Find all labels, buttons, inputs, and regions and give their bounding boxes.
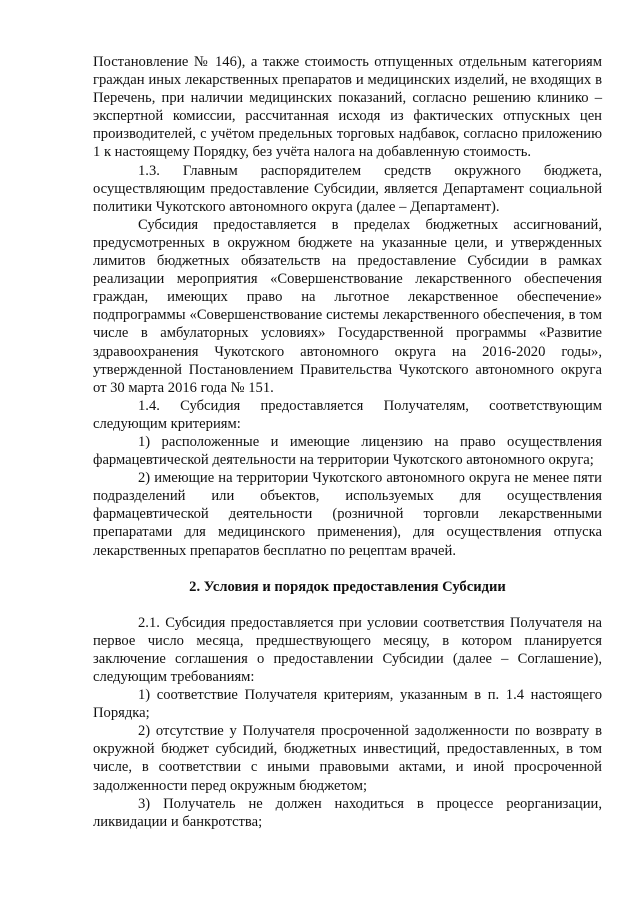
paragraph-continuation: Постановление № 146), а также стоимость отпущенных отдельным категориям граждан иных лекарственных препаратов и медицинских изделий, не входящих в Перечень, при наличии медицинских показаний, согласно решению клинико – экспертной комиссии, рассчитанная исходя из фактических отпускных цен производителей, с учётом предельных торговых надбавок, согласно приложению 1 к настоящему Порядку, без учёта налога на добавленную стоимость. [93,54,602,161]
paragraph-subsidy-limits: Субсидия предоставляется в пределах бюджетных ассигнований, предусмотренных в окружном бюджете на указанные цели, и утвержденных лимитов бюджетных обязательств на предоставление Субсидии в рамках реализации мероприятия «Совершенствование лекарственного обеспечения граждан, имеющих право на льготное лекарственное обеспечение» подпрограммы «Совершенствование системы лекарственного обеспечения, в том числе в амбулаторных условиях» Государственной программы «Развитие здравоохранения Чукотского автономного округа на 2016-2020 годы», утвержденной Постановлением Правительства Чукотского автономного округа от 30 марта 2016 года № 151. [93,216,602,396]
section-heading: 2. Условия и порядок предоставления Субсидии [189,578,506,595]
paragraph-2-1: 2.1. Субсидия предоставляется при условии соответствия Получателя на первое число месяца, предшествующего месяцу, в котором планируется заключение соглашения о предоставлении Субсидии (далее – Соглашение), следующим требованиям: [93,614,602,685]
criterion-1: 1) расположенные и имеющие лицензию на право осуществления фармацевтической деятельности на территории Чукотского автономного округа; [93,433,602,469]
requirement-3: 3) Получатель не должен находиться в процессе реорганизации, ликвидации и банкротства; [93,795,602,830]
paragraph-1-3: 1.3. Главным распорядителем средств окружного бюджета, осуществляющим предоставление Субсидии, является Департамент социальной политики Чукотского автономного округа (далее – Департамент). [93,162,602,215]
document-body [93,53,602,831]
requirement-1: 1) соответствие Получателя критериям, указанным в п. 1.4 настоящего Порядка; [93,687,602,722]
criterion-2: 2) имеющие на территории Чукотского автономного округа не менее пяти подразделений или объектов, используемых для осуществления фармацевтической деятельности (розничной торговли лекарственными препаратами для медицинского применения), для осуществления отпуска лекарственных препаратов бесплатно по рецептам врачей. [93,470,602,559]
requirement-2: 2) отсутствие у Получателя просроченной задолженности по возврату в окружной бюджет субсидий, бюджетных инвестиций, предоставленных, в том числе, в соответствии с иными правовыми актами, и иной просроченной задолженности перед окружным бюджетом; [93,723,602,794]
paragraph-1-4: 1.4. Субсидия предоставляется Получателям, соответствующим следующим критериям: [93,397,602,432]
